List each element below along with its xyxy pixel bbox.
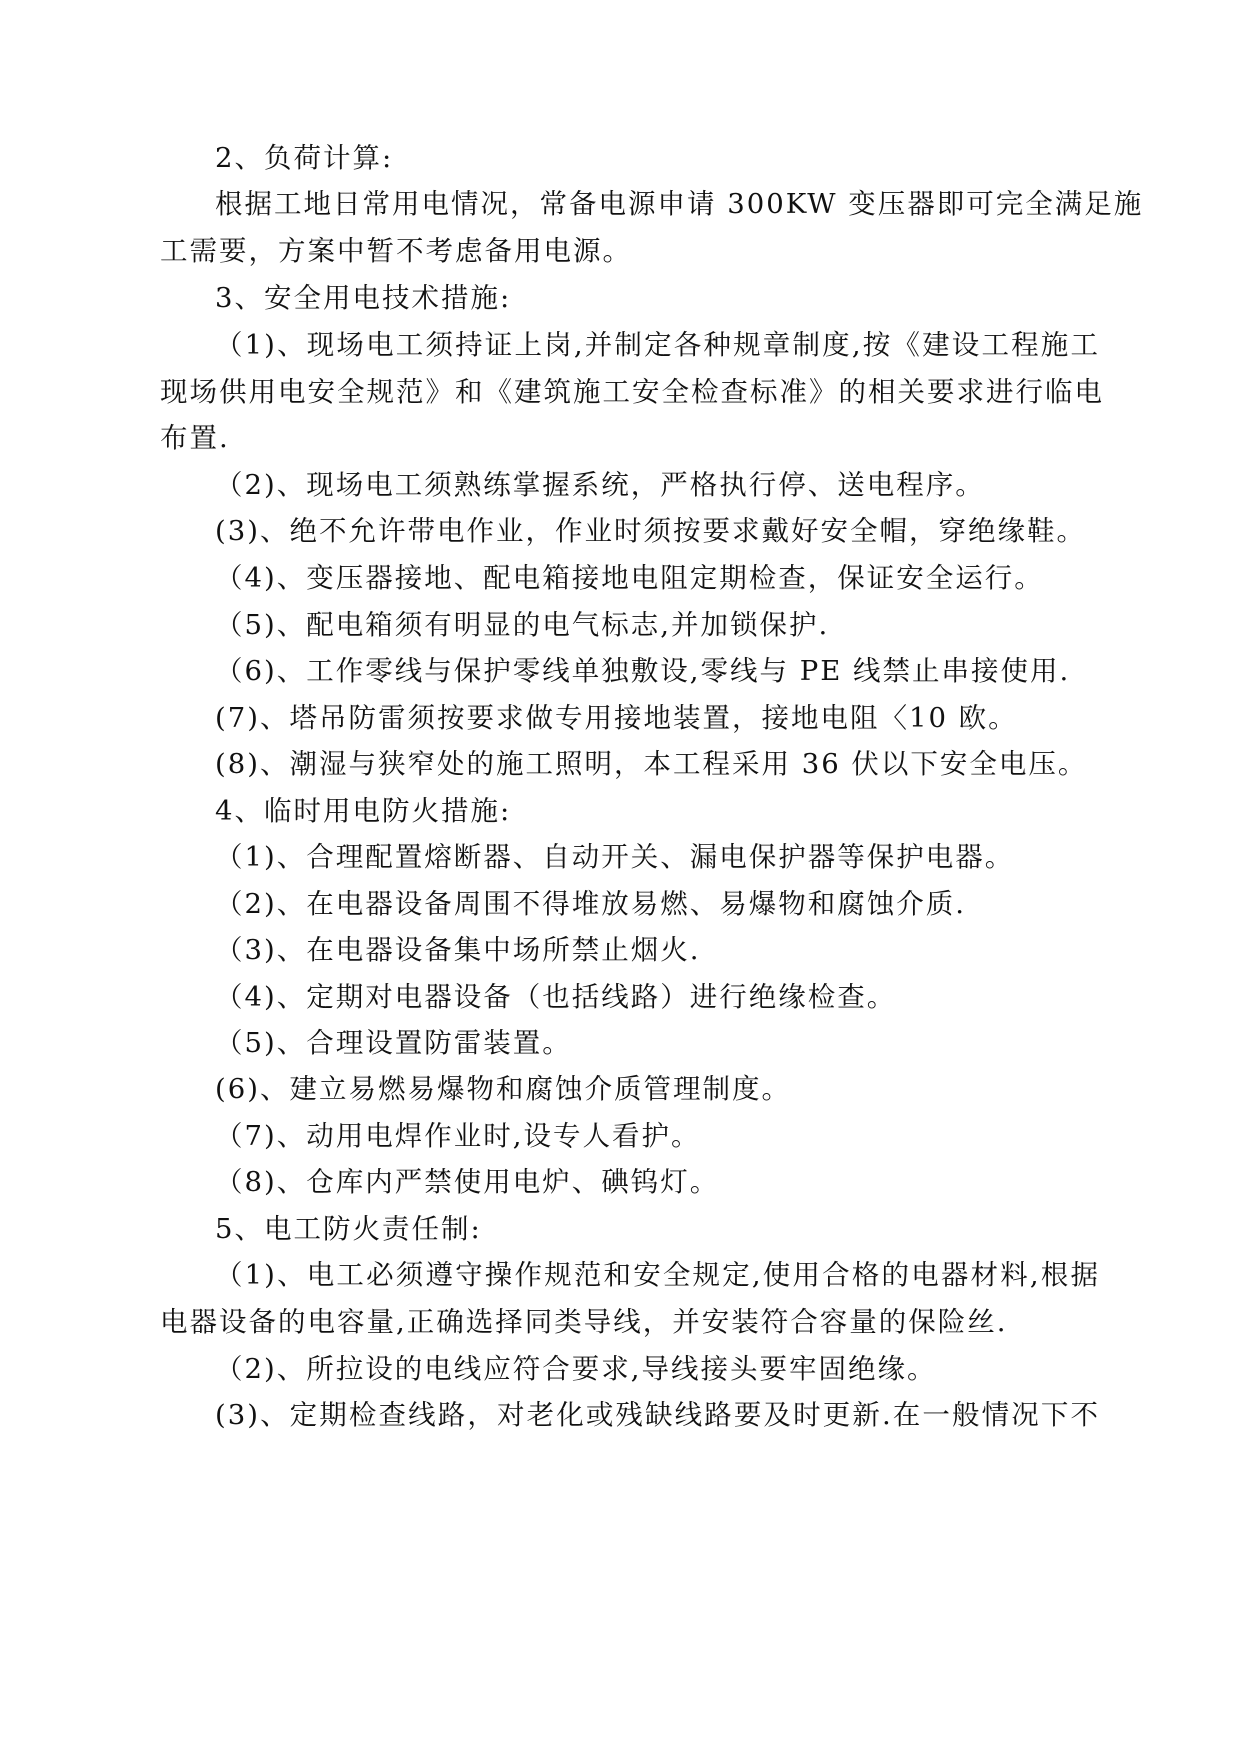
list-item: （4)、定期对电器设备（也括线路）进行绝缘检查。 (215, 981, 897, 1013)
list-item-line: 布置. (160, 422, 230, 454)
list-item-line: 现场供用电安全规范》和《建筑施工安全检查标准》的相关要求进行临电 (160, 376, 1104, 408)
list-item-line: （1)、电工必须遵守操作规范和安全规定,使用合格的电器材料,根据 (215, 1259, 1100, 1291)
list-item-line: （1)、现场电工须持证上岗,并制定各种规章制度,按《建设工程施工 (215, 329, 1100, 361)
list-item: （2)、所拉设的电线应符合要求,导线接头要牢固绝缘。 (215, 1353, 937, 1385)
paragraph-line: 根据工地日常用电情况，常备电源申请 300KW 变压器即可完全满足施 (215, 188, 1144, 220)
list-item: （1)、合理配置熔断器、自动开关、漏电保护器等保护电器。 (215, 841, 1015, 873)
section-heading-fire-responsibility: 5、电工防火责任制: (215, 1213, 482, 1245)
list-item: （7)、动用电焊作业时,设专人看护。 (215, 1120, 701, 1152)
paragraph-line: 工需要，方案中暂不考虑备用电源。 (160, 235, 632, 267)
list-item: (7)、塔吊防雷须按要求做专用接地装置，接地电阻〈10 欧。 (215, 702, 1018, 734)
list-item: （4)、变压器接地、配电箱接地电阻定期检查，保证安全运行。 (215, 562, 1044, 594)
list-item: (3)、绝不允许带电作业，作业时须按要求戴好安全帽，穿绝缘鞋。 (215, 515, 1086, 547)
list-item: （5)、配电箱须有明显的电气标志,并加锁保护. (215, 609, 830, 641)
list-item: （6)、工作零线与保护零线单独敷设,零线与 PE 线禁止串接使用. (215, 655, 1071, 687)
list-item-line: 电器设备的电容量,正确选择同类导线，并安装符合容量的保险丝. (160, 1306, 1008, 1338)
section-heading-load-calculation: 2、负荷计算: (215, 142, 394, 174)
list-item: （8)、仓库内严禁使用电炉、碘钨灯。 (215, 1166, 720, 1198)
list-item: （2)、现场电工须熟练掌握系统，严格执行停、送电程序。 (215, 469, 985, 501)
section-heading-safety-measures: 3、安全用电技术措施: (215, 282, 512, 314)
list-item: （5)、合理设置防雷装置。 (215, 1027, 572, 1059)
list-item: （3)、在电器设备集中场所禁止烟火. (215, 934, 701, 966)
list-item: (8)、潮湿与狭窄处的施工照明，本工程采用 36 伏以下安全电压。 (215, 748, 1088, 780)
list-item: （2)、在电器设备周围不得堆放易燃、易爆物和腐蚀介质. (215, 888, 966, 920)
section-heading-fire-prevention: 4、临时用电防火措施: (215, 795, 512, 827)
list-item-line: (3)、定期检查线路，对老化或残缺线路要及时更新.在一般情况下不 (215, 1399, 1100, 1431)
list-item: (6)、建立易燃易爆物和腐蚀介质管理制度。 (215, 1073, 791, 1105)
